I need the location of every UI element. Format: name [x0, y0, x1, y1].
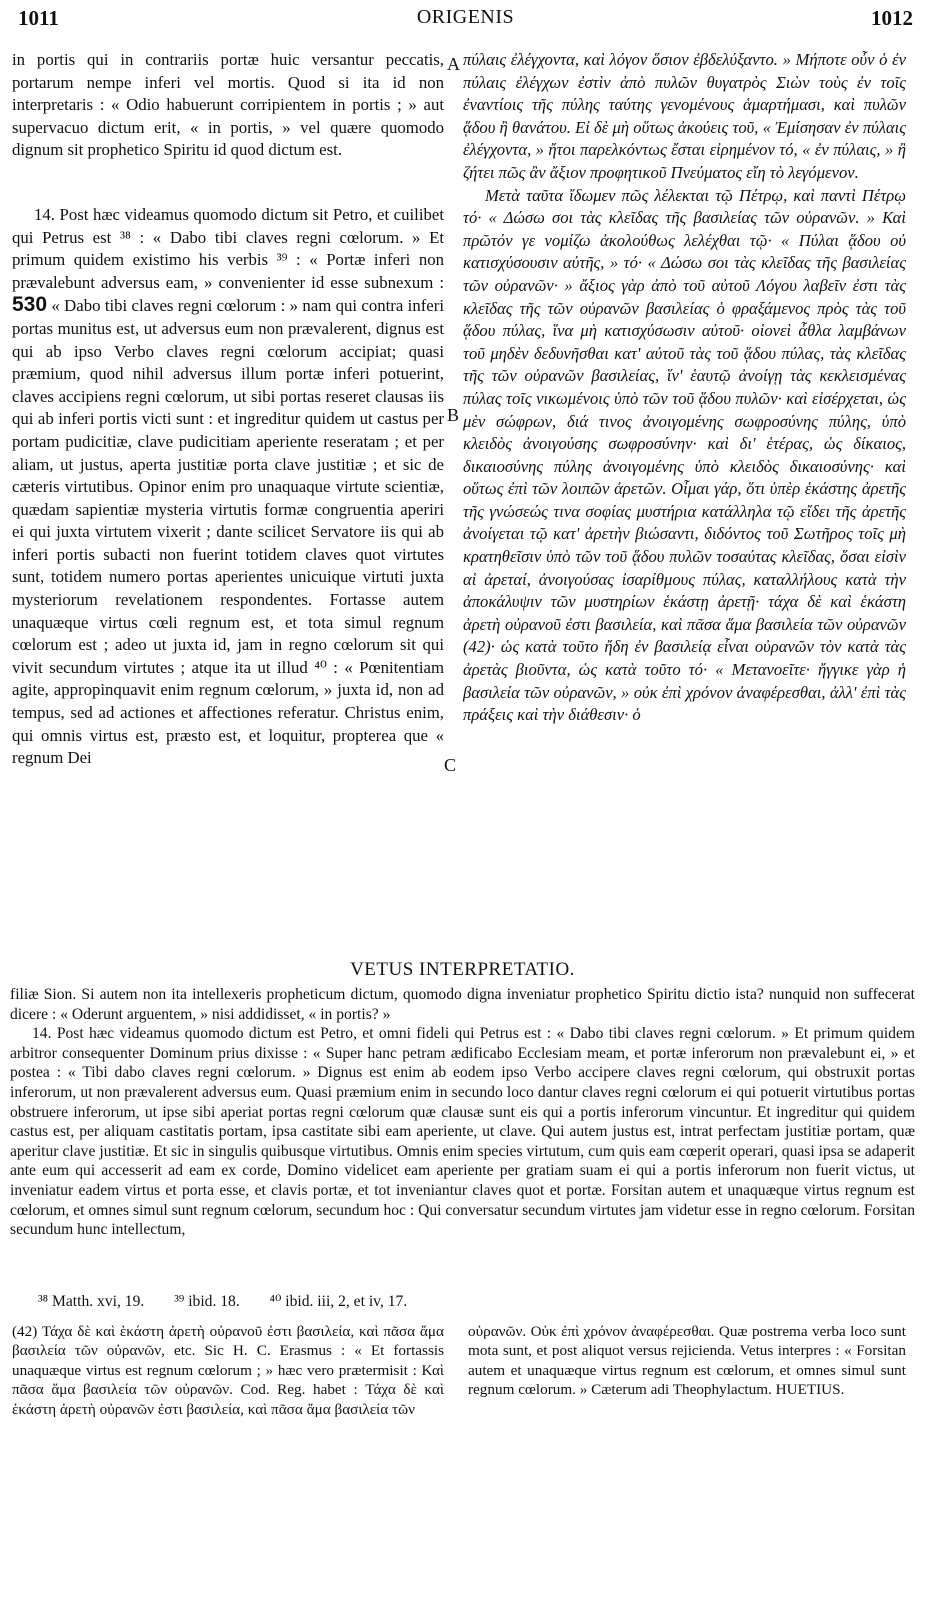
- latin-column: [12, 49, 444, 770]
- latin-paragraph-2-start: 14. Post hæc videamus quomodo dictum sit Petro, et cuilibet qui Petrus est ³⁸ : « Dabo tibi claves regni cœlorum. » Et primum quidem existimo his verbis ³⁹ : « Portæ inferi non prævalebunt adversus eam, » convenienter id esse subnexum :: [12, 204, 444, 292]
- margin-marker-c: C: [444, 755, 457, 775]
- vetus-paragraph-1: filiæ Sion. Si autem non ita intellexeris propheticum dictum, quomodo digna inveniatur prophetico Spiritu dictio ista? nunquid non suffecerat dicere : « Oderunt arguentem, » nisi addidisset, « in portis? »: [10, 986, 915, 1023]
- note-38: ³⁸ Matth. xvi, 19.: [38, 1293, 145, 1310]
- footnote-right-column: οὐρανῶν. Οὐκ ἐπὶ χρόνον ἀναφέρεσθαι. Quæ postrema verba loco sunt mota sunt, et post aliquot versus rejicienda. Vetus interpres : « Forsitan autem et unaquæque virtus regnum est cœlorum, et omnes simul sunt regnum cœlorum. » Cæterum adi Theophylactum. HUETIUS.: [468, 1323, 906, 1399]
- margin-marker-a: A: [447, 54, 460, 74]
- running-title: ORIGENIS: [416, 6, 515, 28]
- latin-paragraph-2: [12, 204, 444, 770]
- latin-paragraph-1: in portis qui in contrariis portæ huic versantur peccatis, portarum nempe inferi vel mortis. Quod si ita id non interpretaris : « Odio habuerunt corripientem in portis ; » aut supervacuo dictum erit, « in portis, » vel quære quomodo dignum sit prophetico Spiritu id quod dictum est.: [12, 50, 444, 160]
- vetus-interpretatio-text: [10, 985, 915, 1240]
- vetus-interpretatio-title: VETUS INTERPRETATIO.: [350, 959, 575, 980]
- vetus-paragraph-2: 14. Post hæc videamus quomodo dictum est Petro, et omni fideli qui Petrus est : « Dabo tibi claves regni cœlorum. » Et primum quidem arbitror consequenter Dominum prius dixisse : « Super hanc petram ædificabo Ecclesiam meam, et portæ inferorum non prævalebunt ei, » et postea : « Tibi dabo claves regni cœlorum. » Dignus est enim ab eodem ipso Verbo accipere claves regni cœlorum, qui obstruxit portas inferorum, ut non prævalerent adversus eum. Quasi præmium enim in secundo loco dantur claves regni cœlorum ei qui potuerit virtutibus portas obstruere inferorum, ut ipse sibi aperiat portas regni cœlorum quæ clausæ sunt eis qui a portis inferorum vincuntur. Et ingreditur qui quidem castus est, per aliquam castitatis portam, ipsa castitate sibi eam aperiente, ut clave. Qui autem justus est, intrat perfectam justitiæ portam, quæ aperitur clave justitiæ. Et sic in singulis quibusque virtutibus. Omnis enim species virtutum, cum quis eam cœperit operari, quasi ipsa se adaperit ante eum qui accesserit ad eam ex corde, Domino videlicet eam aperiente per gratiam suam ei qui a portis inferorum non fuerit victus, ut inveniatur eadem virtus et porta esse, et clavis portæ, et tot inveniantur claves quot et portæ. Forsitan autem et unaquæque virtus regnum est cœlorum, et omnes simul sunt regnum cœlorum, secundum hoc : Qui conversatur secundum virtutes jam videtur esse in regno cœlorum. Forsitan secundum hunc intellectum,: [10, 1025, 915, 1239]
- column-number: 530: [12, 293, 48, 317]
- greek-column: [463, 49, 906, 727]
- note-40: ⁴⁰ ibid. iii, 2, et iv, 17.: [269, 1293, 408, 1310]
- footnote-left-column: (42) Τάχα δὲ καὶ ἑκάστη ἀρετὴ οὐρανοῦ ἐστι βασιλεία, καὶ πᾶσα ἅμα βασιλεία τῶν οὐρανῶν, etc. Sic H. C. Erasmus : « Et fortassis unaquæque virtus est regnum cœlorum ; » hæc vero prætermisit : Καὶ πᾶσα ἅμα βασιλεία τῶν οὐρανῶν. Cod. Reg. habet : Τάχα δὲ καὶ ἑκάστη ἀρετὴ οὐρανῶν ἐστι βασιλεία, καὶ πᾶσα ἅμα βασιλεία τῶν: [12, 1323, 444, 1418]
- greek-paragraph-1: πύλαις ἐλέγχοντα, καὶ λόγον ὅσιον ἐβδελύξαντο. » Μήποτε οὖν ὁ ἐν πύλαις ἐλέγχων ἐστὶν ἀπὸ πυλῶν θυγατρὸς Σιὼν τοὺς ἐν τοῖς ἐναντίοις τῆς πύλης ταύτης γενομένους ἁμαρτήμασι, καὶ πυλῶν ᾅδου ἢ θανάτου. Εἰ δὲ μὴ οὕτως ἀκούεις τοῦ, « Ἐμίσησαν ἐν πύλαις ἐλέγχοντα, » ἤτοι παρελκόντως ἔσται εἰρημένον τό, « ἐν πύλαις, » ἢ ζήτει πῶς ἂν ἄξιον προφητικοῦ Πνεύματος εἴη τὸ λεγόμενον.: [463, 50, 906, 182]
- greek-paragraph-2: Μετὰ ταῦτα ἴδωμεν πῶς λέλεκται τῷ Πέτρῳ, καὶ παντὶ Πέτρῳ τό· « Δώσω σοι τὰς κλεῖδας τῆς βασιλείας τῶν οὐρανῶν. » Καὶ πρῶτόν γε νομίζω ἀκολούθως λελέχθαι τῷ· « Πύλαι ᾅδου οὐ κατισχύσουσιν αὐτῆς, » τό· « Δώσω σοι τὰς κλεῖδας τῆς βασιλείας τῶν οὐρανῶν· » ἄξιος γὰρ ἀπὸ τοῦ αὐτοῦ Λόγου λαβεῖν ἐστι τὰς κλεῖδας τῆς τῶν οὐρανῶν βασιλείας ὁ φραξάμενος πρὸς τὰς τοῦ ᾅδου πύλας, ἵνα μὴ κατισχύσωσιν αὐτοῦ· οἱονεὶ ἆθλα λαμβάνων τοῦ μηδὲν δεδυνῆσθαι κατ' αὐτοῦ τὰς τοῦ ᾅδου πύλας, τὰς κλεῖδας τῆς τῶν οὐρανῶν βασιλείας, ἵν' ἑαυτῷ ἀνοίγῃ τὰς κεκλεισμένας πύλας τοῖς νικωμένοις ὑπὸ τῶν τοῦ ᾅδου πυλῶν· καὶ εἰσέρχεται, ὡς μὲν σώφρων, διά τινος ἀνοιγομένης σωφροσύνης πύλης, ὑπὸ κλειδὸς ἀνοιγούσης σωφροσύνην· καὶ δι' ἑτέρας, ὡς δίκαιος, δικαιοσύνης πύλης ἀνοιγομένης ὑπὸ κλειδὸς δικαιοσύνης· καὶ οὕτως ἐπὶ τῶν λοιπῶν ἀρετῶν. Οἶμαι γάρ, ὅτι ὑπὲρ ἑκάστης ἀρετῆς τῆς γνώσεώς τινα σοφίας μυστήρια κατάλληλα τῷ εἴδει τῆς ἀρετῆς ἀνοίγεται τῷ κατ' ἀρετὴν βιώσαντι, διδόντος τοῦ Σωτῆρος τοῖς μὴ κρατηθεῖσιν ὑπὸ τῶν τοῦ ᾅδου πυλῶν τοσαύτας κλεῖδας, ὅσαι εἰσὶν αἱ ἀρεταί, ἀνοιγούσας ἰσαρίθμους πύλας, καταλλήλους κατὰ τὴν ἀποκάλυψιν τῶν μυστηρίων ἑκάστῃ ἀρετῇ· τάχα δὲ καὶ ἑκάστη ἀρετὴ οὐρανοῦ ἐστι βασιλεία, καὶ πᾶσα ἅμα βασιλεία τῶν οὐρανῶν (42)· ὡς κατὰ τοῦτο ἤδη ἐν βασιλείᾳ εἶναι οὐρανῶν τὸν κατὰ τὰς ἀρετὰς βιοῦντα, ὡς κατὰ τοῦτο τό· « Μετανοεῖτε· ἤγγικε γὰρ ἡ βασιλεία τῶν οὐρανῶν, » οὐκ ἐπὶ χρόνον ἀναφέρεσθαι, ἀλλ' ἐπὶ τὰς πράξεις καὶ τὴν διάθεσιν· ὁ: [463, 185, 906, 725]
- right-page-number: 1012: [871, 6, 913, 30]
- margin-marker-b: B: [447, 405, 460, 425]
- left-page-number: 1011: [18, 6, 59, 30]
- page-header: [18, 2, 913, 34]
- latin-paragraph-2-rest: « Dabo tibi claves regni cœlorum : » nam qui contra inferi portas munitus est, ut adversus eum non prævalerent, dignus est qui ab ipso Verbo claves regni cœlorum accipiat; quasi præmium, quod nihil adversus illum portæ inferi potuerint, claves accipiens regni cœlorum, ut sibi portas reseret clausas iis qui ab inferi portis victi sunt : et ingreditur quidem ut castus per portam pudicitiæ, clave pudicitiam aperiente reseratam ; et per aliam, ut justus, aperta justitiæ porta clave justitiæ ; et sic de cæteris virtutibus. Opinor enim pro unaquaque virtute scientiæ, quædam sapientiæ mysteria virtutis formæ congruentia aperiri ei qui juxta virtutem vixerit ; dante scilicet Servatore iis qui ab inferi portis subacti non fuerint totidem claves quot virtutes sunt, totidem numero portas aperientes unicuique virtuti juxta mysteriorum revelationem respondentes. Fortasse autem unaquæque virtus cœli regnum est, et tota simul regnum cœlorum est ; adeo ut juxta id, jam in regno cœlorum sit qui vivit secundum virtutes ; atque ita ut illud ⁴⁰ : « Pœnitentiam agite, appropinquavit enim regnum cœlorum, » juxta id, non ad tempus, sed ad actiones et affectiones referatur. Christus enim, qui omnis virtus est, præsto est, et loquitur, propterea que « regnum Dei: [12, 296, 444, 768]
- scripture-references: [38, 1292, 898, 1311]
- note-39: ³⁹ ibid. 18.: [174, 1293, 240, 1310]
